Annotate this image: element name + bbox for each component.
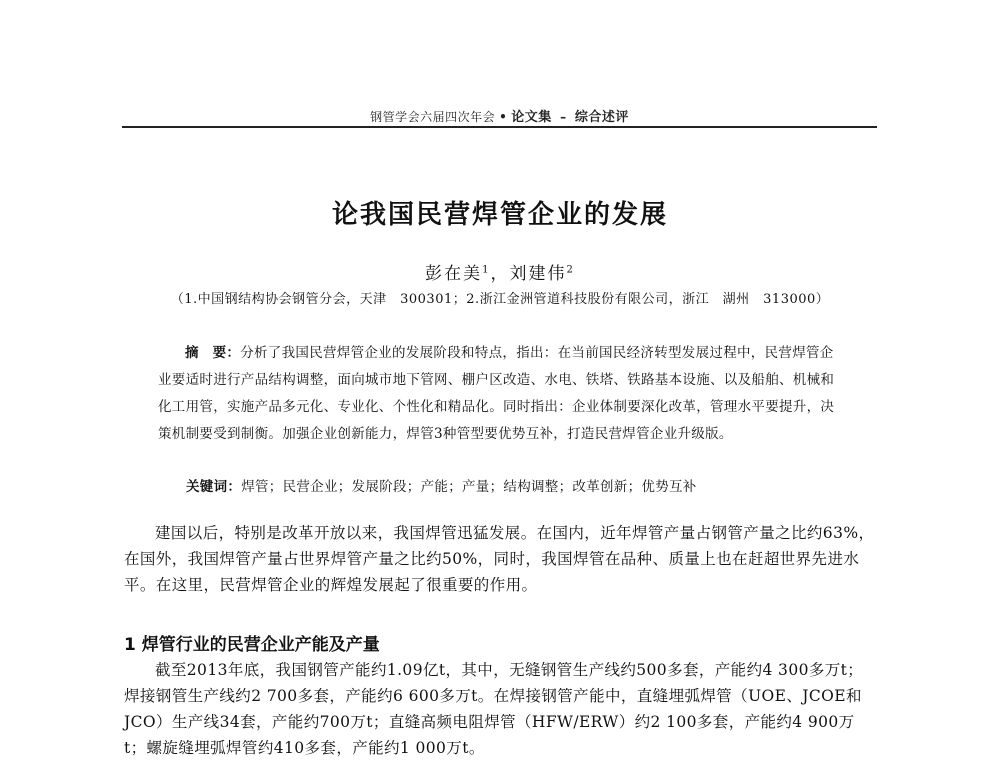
author-name: 彭在美 — [425, 264, 483, 284]
running-header-conference: 钢管学会六届四次年会 — [370, 110, 496, 124]
author-affiliation-mark: 2 — [566, 264, 575, 276]
abstract-text: 分析了我国民营焊管企业的发展阶段和特点，指出：在当前国民经济转型发展过程中，民营焊管企业要适时进行产品结构调整，面向城市地下管网、棚户区改造、水电、铁塔、铁路基本设施、以及船舶、机械和化工用管，实施产品多元化、专业化、个性化和精品化。同时指出：企业体制要深化改革，管理水平要提升，决策机制要受到制衡。加强企业创新能力，焊管3种管型要优势互补，打造民营焊管企业升级版。 — [158, 345, 835, 442]
keywords-label: 关键词： — [186, 479, 242, 495]
author-separator: ， — [490, 264, 510, 284]
running-header — [122, 106, 877, 125]
keywords-text: 焊管；民营企业；发展阶段；产能；产量；结构调整；改革创新；优势互补 — [241, 479, 697, 495]
intro-paragraph: 建国以后，特别是改革开放以来，我国焊管迅猛发展。在国内，近年焊管产量占钢管产量之比约63%，在国外，我国焊管产量占世界焊管产量之比约50%，同时，我国焊管在品种、质量上也在赶超世界先进水平。在这里，民营焊管企业的辉煌发展起了很重要的作用。 — [124, 524, 875, 594]
paper-title: 论我国民营焊管企业的发展 — [331, 200, 668, 230]
affiliation: （1.中国钢结构协会钢管分会，天津 300301；2.浙江金洲管道科技股份有限公司，浙江 湖州 313000） — [170, 292, 830, 307]
running-header-bullet: • — [499, 110, 508, 124]
abstract-label: 摘 要： — [185, 345, 241, 361]
keywords — [186, 474, 840, 501]
running-header-dash: – — [560, 110, 567, 124]
header-rule — [122, 126, 877, 128]
abstract — [158, 340, 840, 448]
section-paragraph: 截至2013年底，我国钢管产能约1.09亿t，其中，无缝钢管生产线约500多套，产能约4 300多万t；焊接钢管生产线约2 700多套，产能约6 600多万t。在焊接钢管产能中，直缝埋弧焊管（UOE、JCOE和JCO）生产线34套，产能约700万t；直缝高频电阻焊管（HFW/ERW）约2 100多套，产能约4 900万t；螺旋缝埋弧焊管约410多套，产能约1 000万t。 — [124, 661, 864, 757]
running-header-collection: 论文集 — [511, 110, 552, 125]
running-header-section: 综合述评 — [574, 110, 629, 125]
author-name: 刘建伟 — [509, 264, 567, 284]
author-affiliation-mark: 1 — [482, 264, 491, 276]
section-heading: 1 焊管行业的民营企业产能及产量 — [124, 635, 380, 655]
author-line — [0, 259, 1000, 284]
